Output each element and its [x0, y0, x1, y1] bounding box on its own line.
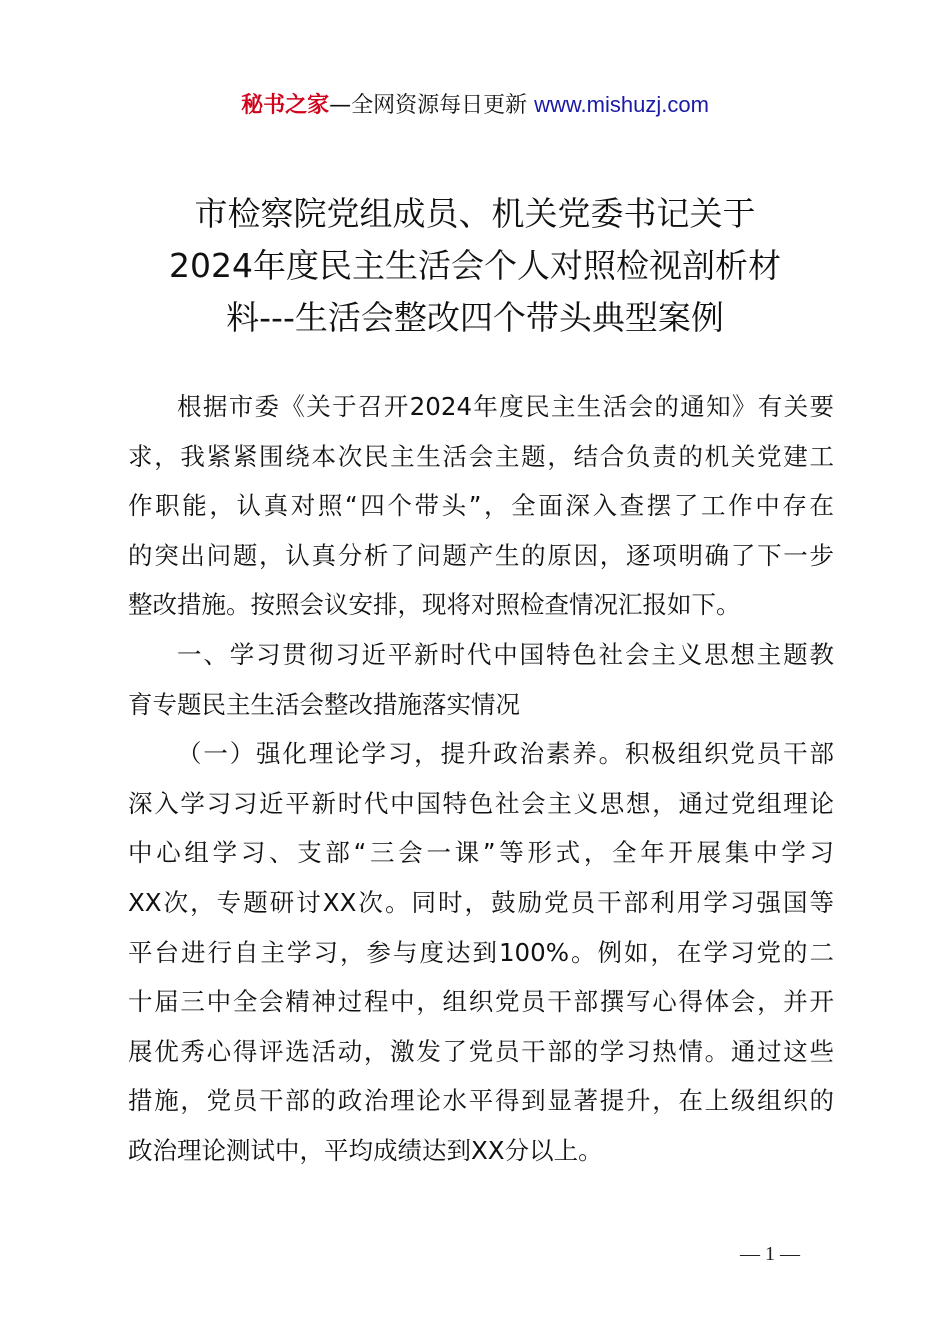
paragraph-line: XX次，专题研讨XX次。同时，鼓励党员干部利用学习强国等	[128, 887, 834, 917]
title-line: 2024年度民主生活会个人对照检视剖析材	[169, 246, 781, 285]
document-body	[128, 382, 834, 1176]
site-header	[0, 88, 950, 123]
paragraph-line: 政治理论测试中，平均成绩达到XX分以上。	[128, 1135, 603, 1165]
paragraph-line: 十届三中全会精神过程中，组织党员干部撰写心得体会，并开	[128, 987, 834, 1017]
site-brand: 秘书之家	[241, 93, 330, 118]
paragraph-line: 作职能，认真对照“四个带头”，全面深入查摆了工作中存在	[128, 491, 834, 521]
title-line: 市检察院党组成员、机关党委书记关于	[194, 194, 756, 233]
section-heading-line: 育专题民主生活会整改措施落实情况	[128, 689, 520, 719]
document-title	[100, 188, 850, 344]
paragraph-line: 平台进行自主学习，参与度达到100%。例如，在学习党的二	[128, 937, 834, 967]
paragraph-line: 求，我紧紧围绕本次民主生活会主题，结合负责的机关党建工	[128, 441, 834, 471]
section-heading-line: 一、学习贯彻习近平新时代中国特色社会主义思想主题教	[177, 639, 834, 669]
paragraph-line: 措施，党员干部的政治理论水平得到显著提升，在上级组织的	[128, 1086, 834, 1116]
paragraph-line: 展优秀心得评选活动，激发了党员干部的学习热情。通过这些	[128, 1036, 834, 1066]
paragraph-line: 中心组学习、支部“三会一课”等形式，全年开展集中学习	[128, 838, 834, 868]
paragraph-line: （一）强化理论学习，提升政治素养。积极组织党员干部	[177, 739, 834, 769]
paragraph-line: 整改措施。按照会议安排，现将对照检查情况汇报如下。	[128, 590, 741, 620]
site-url-link[interactable]: www.mishuzj.com	[534, 92, 709, 117]
paragraph-line: 深入学习习近平新时代中国特色社会主义思想，通过党组理论	[128, 788, 834, 818]
paragraph-line: 根据市委《关于召开2024年度民主生活会的通知》有关要	[177, 392, 834, 421]
title-line: 料---生活会整改四个带头典型案例	[226, 298, 724, 337]
page-number: — 1 —	[740, 1243, 800, 1265]
paragraph-line: 的突出问题，认真分析了问题产生的原因，逐项明确了下一步	[128, 540, 834, 570]
site-slogan: —全网资源每日更新	[329, 93, 535, 118]
